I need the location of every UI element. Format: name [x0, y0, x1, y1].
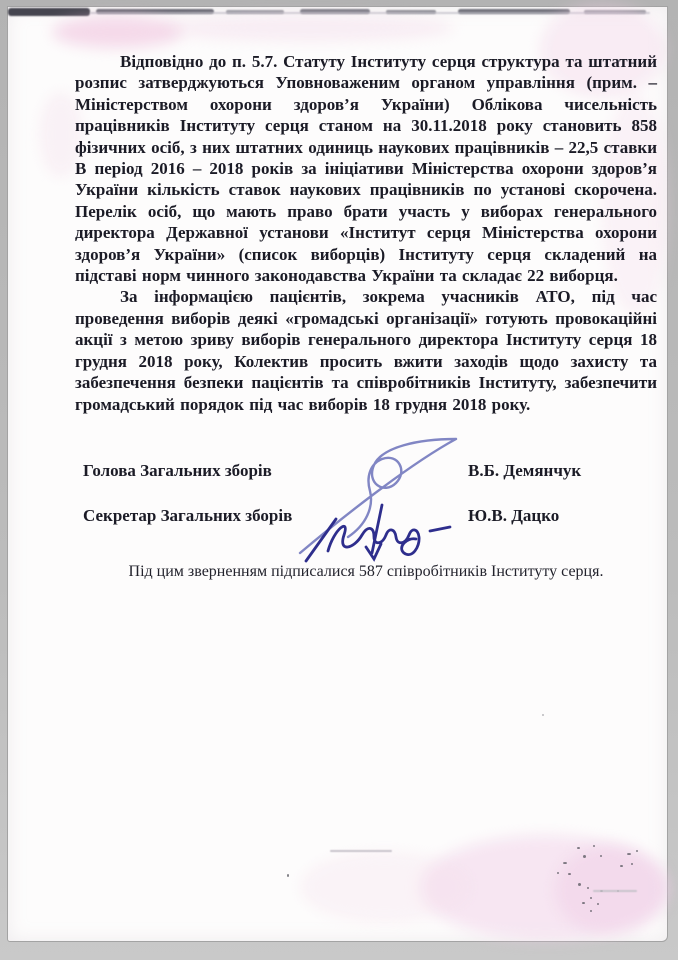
signer-name: Ю.В. Дацко [468, 506, 560, 525]
footer-note: Під цим зверненням підписалися 587 співробітників Інституту серця. [128, 563, 604, 580]
scan-speck [583, 855, 586, 858]
signer-role: Голова Загальних зборів [83, 461, 272, 480]
scan-speck [620, 865, 623, 867]
scan-speck [563, 862, 567, 864]
scan-speck [597, 903, 599, 905]
handwritten-signature [278, 413, 470, 571]
scan-stain [300, 852, 470, 922]
scan-speck [627, 853, 631, 855]
scan-speck [590, 910, 592, 912]
signer-name: В.Б. Демянчук [468, 461, 582, 480]
paragraph-statute: Відповідно до п. 5.7. Статуту Інституту серця структура та штатний розпис затверджуються Уповноваженим органом управління (прим. – Міністерством охорони здоров’я України) Облікова чисельність працівників Інституту серця станом на 30.11.2018 року становить 858 фізичних осіб, з них штатних одиниць наукових працівників – 22,5 ставки В період 2016 – 2018 років за ініціативи Міністерства охорони здоров’я України кількість ставок наукових працівників по установі скорочена. Перелік осіб, що мають право брати участь у виборах генерального директора Державної установи «Інститут серця Міністерства охорони здоров’я України» (список виборців) Інституту серця складений на підставі норм чинного законодавства України та складає 22 виборця. [75, 52, 657, 286]
scan-speck [593, 845, 595, 847]
paragraph-appeal: За інформацією пацієнтів, зокрема учасників АТО, під час проведення виборів деякі «громадські організації» готують провокаційні акції з метою зриву виборів генерального директора Інституту серця 18 грудня 2018 року, Колектив просить вжити заходів щодо захисту та забезпечення безпеки пацієнтів та співробітників Інституту, забезпечити громадський порядок під час виборів 18 грудня 2018 року. [75, 287, 657, 414]
scan-stain [52, 16, 182, 48]
scan-scratch [593, 890, 637, 892]
scan-speck [557, 872, 559, 874]
scan-stain [165, 15, 455, 41]
scan-artifact-smudge [8, 8, 90, 16]
scan-speck [568, 873, 571, 875]
scan-speck [587, 887, 589, 889]
scan-speck [287, 874, 289, 877]
scan-scratch [330, 850, 392, 852]
scan-speck [600, 855, 602, 857]
scan-speck [578, 883, 581, 886]
scan-speck [582, 902, 585, 904]
scan-speck [577, 847, 580, 849]
scan-speck [590, 897, 592, 899]
scan-speck [542, 714, 544, 716]
scan-speck [631, 863, 633, 865]
document-body [75, 51, 657, 415]
scan-speck [636, 850, 638, 852]
signature-stroke-dark [306, 505, 450, 561]
signer-role: Секретар Загальних зборів [83, 506, 293, 525]
